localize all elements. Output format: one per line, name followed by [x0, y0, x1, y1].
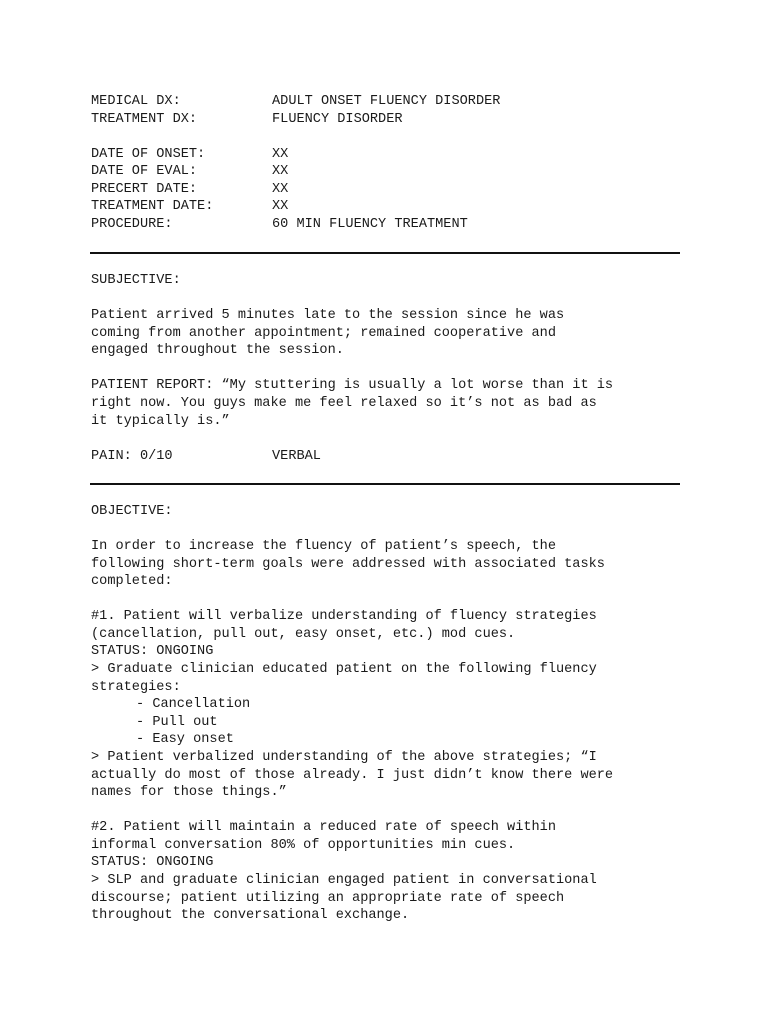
procedure-value: 60 MIN FLUENCY TREATMENT [272, 217, 468, 232]
subjective-heading: SUBJECTIVE: [91, 273, 181, 288]
precert-date-label: PRECERT DATE: [91, 182, 198, 197]
goal1-result-line: > Patient verbalized understanding of the above strategies; “I [91, 750, 597, 765]
goal2-task-line: > SLP and graduate clinician engaged patient in conversational [91, 873, 597, 888]
strategy-item: - Cancellation [136, 697, 251, 712]
subjective-line: coming from another appointment; remained cooperative and [91, 326, 556, 341]
patient-report-line: right now. You guys make me feel relaxed so it’s not as bad as [91, 396, 597, 411]
patient-report-line: it typically is.” [91, 414, 230, 429]
patient-report-line: PATIENT REPORT: “My stuttering is usually a lot worse than it is [91, 378, 614, 393]
procedure-label: PROCEDURE: [91, 217, 173, 232]
goal2-task-line: throughout the conversational exchange. [91, 908, 410, 923]
section-divider [90, 483, 680, 485]
objective-intro-line: completed: [91, 574, 173, 589]
goal1-task-line: > Graduate clinician educated patient on the following fluency [91, 662, 597, 677]
goal1-status: STATUS: ONGOING [91, 644, 214, 659]
strategy-item: - Pull out [136, 715, 218, 730]
treatment-dx-label: TREATMENT DX: [91, 112, 198, 127]
treatment-dx-value: FLUENCY DISORDER [272, 112, 403, 127]
section-divider [90, 252, 680, 254]
precert-date-value: XX [272, 182, 289, 197]
date-of-eval-label: DATE OF EVAL: [91, 164, 198, 179]
goal2-line: #2. Patient will maintain a reduced rate of speech within [91, 820, 556, 835]
goal2-line: informal conversation 80% of opportunities min cues. [91, 838, 516, 853]
treatment-date-value: XX [272, 199, 289, 214]
pain-value: VERBAL [272, 449, 321, 464]
goal1-result-line: names for those things.” [91, 785, 287, 800]
goal2-task-line: discourse; patient utilizing an appropriate rate of speech [91, 891, 565, 906]
goal1-result-line: actually do most of those already. I just didn’t know there were [91, 768, 614, 783]
objective-heading: OBJECTIVE: [91, 504, 173, 519]
subjective-line: engaged throughout the session. [91, 343, 344, 358]
objective-intro-line: In order to increase the fluency of patient’s speech, the [91, 539, 556, 554]
date-of-onset-label: DATE OF ONSET: [91, 147, 206, 162]
objective-intro-line: following short-term goals were addressed with associated tasks [91, 557, 605, 572]
goal2-status: STATUS: ONGOING [91, 855, 214, 870]
strategy-item: - Easy onset [136, 732, 234, 747]
treatment-date-label: TREATMENT DATE: [91, 199, 214, 214]
medical-dx-value: ADULT ONSET FLUENCY DISORDER [272, 94, 501, 109]
goal1-line: (cancellation, pull out, easy onset, etc.) mod cues. [91, 627, 516, 642]
medical-dx-label: MEDICAL DX: [91, 94, 181, 109]
pain-label: PAIN: 0/10 [91, 449, 173, 464]
subjective-line: Patient arrived 5 minutes late to the session since he was [91, 308, 565, 323]
goal1-line: #1. Patient will verbalize understanding of fluency strategies [91, 609, 597, 624]
date-of-onset-value: XX [272, 147, 289, 162]
date-of-eval-value: XX [272, 164, 289, 179]
goal1-task-line: strategies: [91, 680, 181, 695]
